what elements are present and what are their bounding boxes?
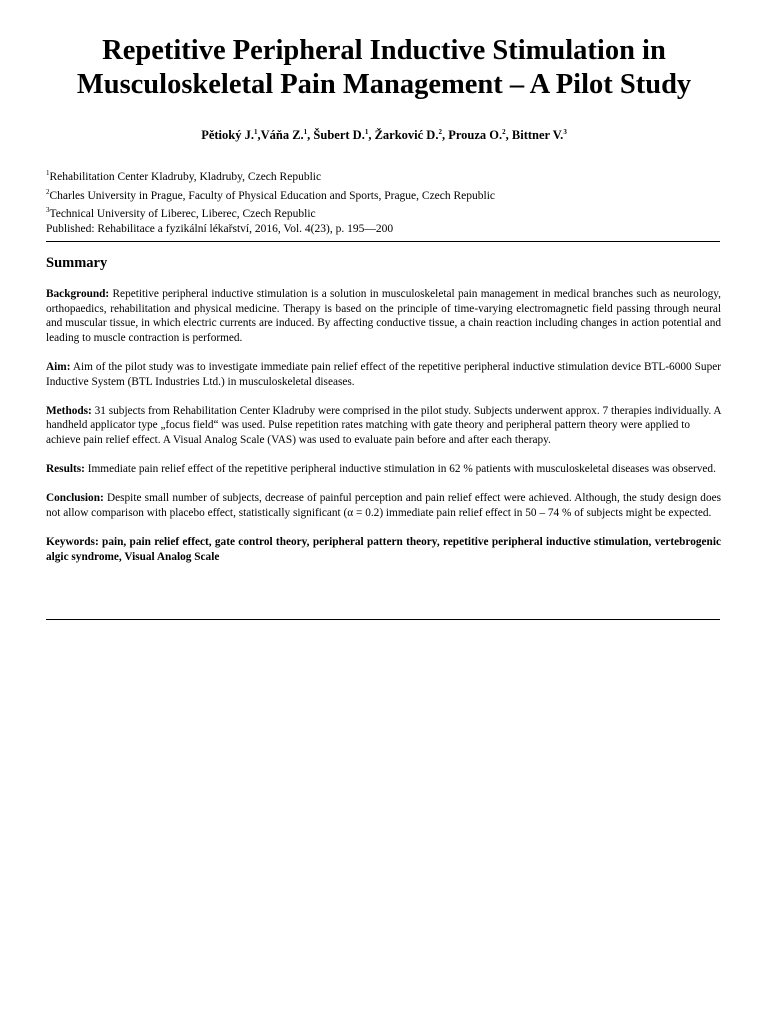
- affiliation: $^1$Rehabilitation Center Kladruby, Kladruby, Czech Republic: [46, 169, 322, 183]
- section-label: Results:: [46, 463, 85, 476]
- affiliation: $^3$Technical University of Liberec, Liberec, Czech Republic: [46, 206, 316, 221]
- background-paragraph: Background: Repetitive peripheral inductive stimulation is a solution in musculoskeletal pain management in medical branches such as neurology, orthopaedics, rehabilitation and physical medicine. Therapy is based on the principle of time-varying electromagnetic field passing through neural and muscular tissue, in which electric currents are induced. By affecting conductive tissue, a chain reaction including changes in action potential and leading to muscle contraction is performed.: [46, 288, 721, 344]
- author: Pětioký J.$^1$,: [201, 128, 261, 142]
- section-label: Methods:: [46, 404, 92, 417]
- results-paragraph: Results: Immediate pain relief effect of the repetitive peripheral inductive stimulation in 62 % patients with musculoskeletal diseases was observed.: [46, 463, 716, 476]
- title-line-1: Repetitive Peripheral Inductive Stimulation in: [102, 35, 666, 66]
- author: Prouza O.$^2$,: [448, 128, 512, 142]
- section-label: Aim:: [46, 360, 71, 373]
- keywords-paragraph: Keywords: pain, pain relief effect, gate control theory, peripheral pattern theory, repetitive peripheral inductive stimulation, vertebrogenic algic syndrome, Visual Analog Scale: [46, 536, 721, 563]
- section-label: Conclusion:: [46, 492, 104, 505]
- author: Šubert D.$^1$,: [313, 128, 375, 142]
- top-divider: [46, 241, 720, 242]
- abstract-body: [46, 287, 721, 579]
- paper-title: [30, 34, 738, 102]
- affiliation: $^2$Charles University in Prague, Faculty of Physical Education and Sports, Prague, Czech Republic: [46, 187, 496, 202]
- affiliation-list: [46, 166, 722, 236]
- methods-paragraph: Methods: 31 subjects from Rehabilitation Center Kladruby were comprised in the pilot study. Subjects underwent approx. 7 therapies individually. A handheld applicator type „focus field“ was used. Pulse repetition rates matching with gate theory and peripheral pattern theory were applied to achieve pain relief effect. A Visual Analog Scale (VAS) was used to evaluate pain before and after each therapy.: [46, 404, 721, 446]
- author: Žarković D.$^2$,: [374, 128, 449, 142]
- title-line-2: Musculoskeletal Pain Management – A Pilot Study: [76, 69, 692, 100]
- author: Váňa Z.$^1$,: [260, 128, 314, 142]
- publication-info: Published: Rehabilitace a fyzikální lékařství, 2016, Vol. 4(23), p. 195—200: [46, 222, 394, 235]
- author-list: [30, 124, 738, 143]
- summary-heading: Summary: [46, 255, 108, 271]
- section-label: Background:: [46, 288, 110, 300]
- conclusion-paragraph: Conclusion: Despite small number of subjects, decrease of painful perception and pain relief effect were achieved. Although, the study design does not allow comparison with placebo effect, statistically significant (α = 0.2) immediate pain relief effect in 50 – 74 % of subjects might be expected.: [46, 492, 722, 519]
- aim-paragraph: Aim: Aim of the pilot study was to investigate immediate pain relief effect of the repetitive peripheral inductive stimulation device BTL-6000 Super Inductive System (BTL Industries Ltd.) in musculoskeletal diseases.: [46, 360, 721, 388]
- author: Bittner V.$^3$: [511, 128, 567, 142]
- bottom-divider: [46, 619, 720, 620]
